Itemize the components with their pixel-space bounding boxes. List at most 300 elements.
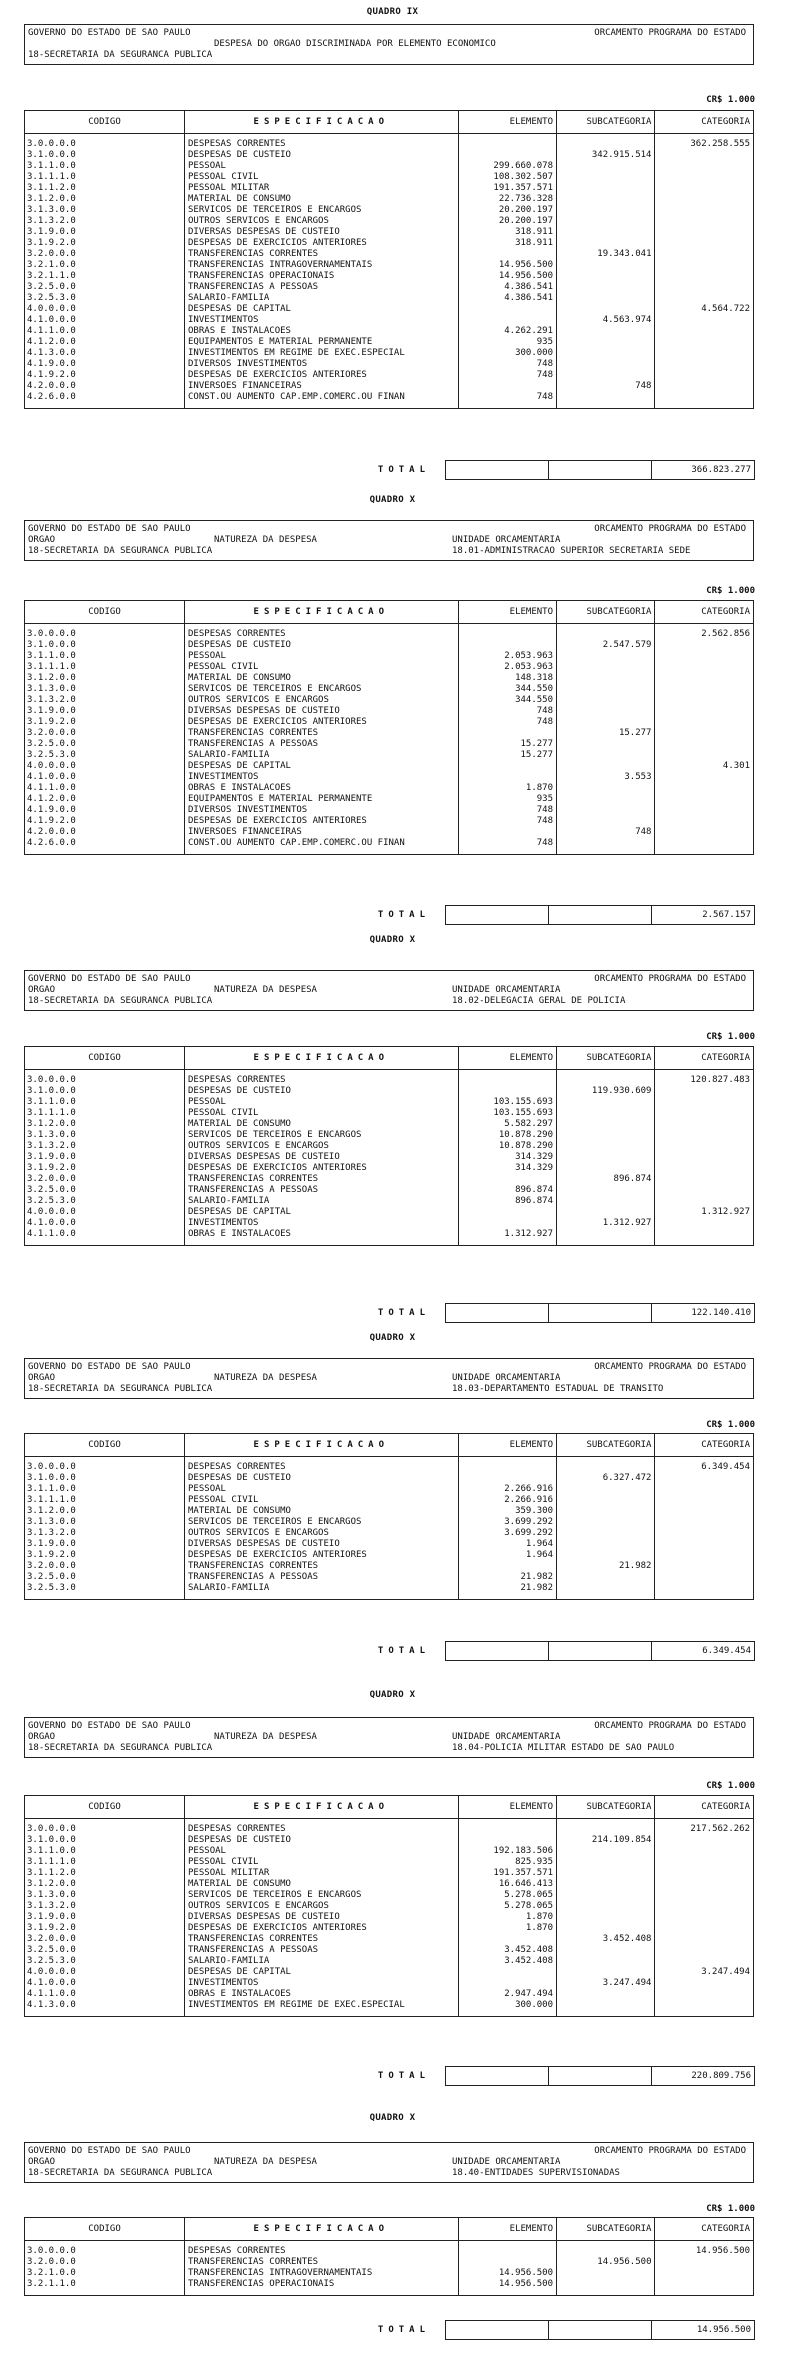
elemento-cell [458,1934,556,1945]
table-row [25,282,754,293]
subcategoria-cell [557,337,655,348]
categoria-cell [655,370,754,381]
total-categoria-cell: 6.349.454 [652,1642,755,1661]
codigo-cell: 3.2.5.0.0 [25,1185,185,1196]
codigo-cell: 3.1.9.0.0 [25,1912,185,1923]
especificacao-cell: DESPESAS DE CAPITAL [185,1967,459,1978]
codigo-cell: 3.1.3.2.0 [25,1528,185,1539]
especificacao-cell: TRANSFERENCIAS OPERACIONAIS [185,2279,459,2296]
total-table [445,1641,755,1661]
codigo-cell: 4.1.1.0.0 [25,1989,185,2000]
especificacao-cell: TRANSFERENCIAS CORRENTES [185,728,459,739]
codigo-cell: 3.1.3.0.0 [25,1517,185,1528]
column-header-categoria: CATEGORIA [655,2218,754,2241]
subcategoria-cell: 19.343.041 [557,249,655,260]
table-row [25,1923,754,1934]
subcategoria-cell: 342.915.514 [557,150,655,161]
elemento-cell: 103.155.693 [458,1097,556,1108]
total-table [445,905,755,925]
table-row [25,304,754,315]
especificacao-cell: SALARIO-FAMILIA [185,1583,459,1600]
column-header-subcategoria: SUBCATEGORIA [557,601,655,624]
subcategoria-cell [557,1819,655,1836]
especificacao-cell: SERVICOS DE TERCEIROS E ENCARGOS [185,1130,459,1141]
subcategoria-cell [557,662,655,673]
especificacao-cell: DESPESAS CORRENTES [185,134,459,151]
column-header-subcategoria: SUBCATEGORIA [557,111,655,134]
categoria-cell: 217.562.262 [655,1819,754,1836]
categoria-cell [655,706,754,717]
elemento-cell: 318.911 [458,227,556,238]
codigo-cell: 3.1.3.0.0 [25,205,185,216]
elemento-cell [458,728,556,739]
table-row [25,1196,754,1207]
elemento-cell: 748 [458,370,556,381]
total-elemento-cell [446,1642,549,1661]
elemento-cell: 1.312.927 [458,1229,556,1246]
total-elemento-cell [446,461,549,480]
subcategoria-cell [557,838,655,855]
categoria-cell [655,326,754,337]
especificacao-cell: PESSOAL CIVIL [185,1495,459,1506]
unidade-orcamentaria-label: UNIDADE ORCAMENTARIA [452,535,561,545]
table-row [25,1819,754,1836]
especificacao-cell: DESPESAS DE EXERCICIOS ANTERIORES [185,717,459,728]
elemento-cell [458,1978,556,1989]
subcategoria-cell: 14.956.500 [557,2257,655,2268]
especificacao-cell: OUTROS SERVICOS E ENCARGOS [185,216,459,227]
categoria-cell [655,684,754,695]
table-row [25,805,754,816]
government-name: GOVERNO DO ESTADO DE SAO PAULO [28,524,191,534]
subcategoria-cell [557,1846,655,1857]
codigo-cell: 3.1.3.2.0 [25,216,185,227]
report-header-box [24,1717,754,1758]
orgao-label: ORGAO [28,1732,56,1742]
codigo-cell: 3.1.3.0.0 [25,684,185,695]
subcategoria-cell [557,1119,655,1130]
categoria-cell [655,1989,754,2000]
table-row [25,1495,754,1506]
table-row [25,1550,754,1561]
elemento-cell: 21.982 [458,1572,556,1583]
unidade-orcamentaria-name: 18.40-ENTIDADES SUPERVISIONADAS [452,2168,620,2178]
table-header-row [25,601,754,624]
elemento-cell: 896.874 [458,1196,556,1207]
table-row [25,827,754,838]
categoria-cell [655,827,754,838]
table-row [25,326,754,337]
table-row [25,1879,754,1890]
subcategoria-cell [557,1495,655,1506]
table-row [25,293,754,304]
table-row [25,1857,754,1868]
codigo-cell: 3.0.0.0.0 [25,134,185,151]
especificacao-cell: DESPESAS CORRENTES [185,1070,459,1087]
especificacao-cell: OBRAS E INSTALACOES [185,1989,459,2000]
elemento-cell: 192.183.506 [458,1846,556,1857]
report-subtitle: DESPESA DO ORGAO DISCRIMINADA POR ELEMENTO ECONOMICO [214,39,496,49]
codigo-cell: 4.1.0.0.0 [25,315,185,326]
especificacao-cell: TRANSFERENCIAS CORRENTES [185,2257,459,2268]
codigo-cell: 3.2.5.3.0 [25,1956,185,1967]
table-row [25,772,754,783]
especificacao-cell: MATERIAL DE CONSUMO [185,194,459,205]
especificacao-cell: PESSOAL [185,651,459,662]
currency-unit: CR$ 1.000 [706,1781,755,1791]
especificacao-cell: PESSOAL MILITAR [185,1868,459,1879]
codigo-cell: 3.1.1.0.0 [25,161,185,172]
expense-table [24,600,754,855]
table-row [25,739,754,750]
elemento-cell: 4.386.541 [458,282,556,293]
categoria-cell [655,1086,754,1097]
especificacao-cell: OBRAS E INSTALACOES [185,326,459,337]
subcategoria-cell [557,1572,655,1583]
table-row [25,1108,754,1119]
codigo-cell: 3.1.2.0.0 [25,1506,185,1517]
codigo-cell: 3.2.0.0.0 [25,249,185,260]
elemento-cell: 748 [458,805,556,816]
table-row [25,1583,754,1600]
table-row [25,1539,754,1550]
codigo-cell: 3.1.3.2.0 [25,1141,185,1152]
categoria-cell [655,194,754,205]
budget-program-title: ORCAMENTO PROGRAMA DO ESTADO [594,974,746,984]
categoria-cell [655,238,754,249]
especificacao-cell: PESSOAL MILITAR [185,183,459,194]
table-row [25,1174,754,1185]
codigo-cell: 3.1.1.0.0 [25,1097,185,1108]
expense-table [24,1795,754,2017]
elemento-cell: 314.329 [458,1163,556,1174]
elemento-cell [458,1070,556,1087]
elemento-cell: 748 [458,706,556,717]
especificacao-cell: DESPESAS DE EXERCICIOS ANTERIORES [185,1550,459,1561]
subcategoria-cell [557,1967,655,1978]
codigo-cell: 3.1.1.0.0 [25,1484,185,1495]
categoria-cell [655,359,754,370]
subcategoria-cell [557,1506,655,1517]
elemento-cell: 191.357.571 [458,183,556,194]
especificacao-cell: INVESTIMENTOS EM REGIME DE EXEC.ESPECIAL [185,348,459,359]
elemento-cell: 10.878.290 [458,1130,556,1141]
categoria-cell [655,1506,754,1517]
total-table [445,460,755,480]
total-label: TOTAL [377,1308,430,1318]
categoria-cell: 14.956.500 [655,2241,754,2258]
elemento-cell [458,381,556,392]
categoria-cell [655,1879,754,1890]
unidade-orcamentaria-label: UNIDADE ORCAMENTARIA [452,985,561,995]
total-label: TOTAL [377,910,430,920]
elemento-cell [458,1218,556,1229]
table-row [25,783,754,794]
table-row [25,717,754,728]
categoria-cell [655,805,754,816]
table-row [25,1846,754,1857]
categoria-cell [655,640,754,651]
categoria-cell [655,695,754,706]
especificacao-cell: DESPESAS DE CAPITAL [185,304,459,315]
elemento-cell [458,1174,556,1185]
codigo-cell: 3.1.3.0.0 [25,1890,185,1901]
especificacao-cell: SERVICOS DE TERCEIROS E ENCARGOS [185,684,459,695]
categoria-cell [655,172,754,183]
codigo-cell: 4.2.0.0.0 [25,827,185,838]
table-row [25,750,754,761]
elemento-cell [458,1457,556,1474]
subcategoria-cell [557,326,655,337]
especificacao-cell: DESPESAS DE EXERCICIOS ANTERIORES [185,1923,459,1934]
categoria-cell [655,1561,754,1572]
subcategoria-cell [557,805,655,816]
elemento-cell: 5.278.065 [458,1890,556,1901]
elemento-cell [458,772,556,783]
expense-table [24,1046,754,1246]
subcategoria-cell [557,794,655,805]
categoria-cell [655,1846,754,1857]
table-row [25,392,754,409]
subcategoria-cell [557,293,655,304]
elemento-cell: 2.266.916 [458,1484,556,1495]
especificacao-cell: TRANSFERENCIAS CORRENTES [185,249,459,260]
table-row [25,728,754,739]
budget-program-title: ORCAMENTO PROGRAMA DO ESTADO [594,1721,746,1731]
codigo-cell: 3.1.1.1.0 [25,662,185,673]
especificacao-cell: OUTROS SERVICOS E ENCARGOS [185,1528,459,1539]
codigo-cell: 3.2.5.3.0 [25,1583,185,1600]
currency-unit: CR$ 1.000 [706,95,755,105]
especificacao-cell: SALARIO-FAMILIA [185,1196,459,1207]
table-row [25,2279,754,2296]
elemento-cell: 21.982 [458,1583,556,1600]
elemento-cell: 344.550 [458,695,556,706]
column-header-codigo: CODIGO [25,1434,185,1457]
column-header-elemento: ELEMENTO [458,2218,556,2241]
table-row [25,1097,754,1108]
especificacao-cell: DESPESAS DE CUSTEIO [185,1086,459,1097]
column-header-codigo: CODIGO [25,111,185,134]
table-row [25,1473,754,1484]
unidade-orcamentaria-label: UNIDADE ORCAMENTARIA [452,1732,561,1742]
subcategoria-cell [557,2279,655,2296]
categoria-cell [655,1141,754,1152]
total-subcategoria-cell [549,2321,652,2340]
subcategoria-cell: 4.563.974 [557,315,655,326]
table-row [25,1561,754,1572]
report-subtitle: NATUREZA DA DESPESA [214,985,317,995]
especificacao-cell: MATERIAL DE CONSUMO [185,1506,459,1517]
table-row [25,238,754,249]
subcategoria-cell [557,238,655,249]
subcategoria-cell [557,1890,655,1901]
report-subtitle: NATUREZA DA DESPESA [214,1732,317,1742]
expense-table [24,110,754,409]
elemento-cell [458,2257,556,2268]
elemento-cell [458,1086,556,1097]
codigo-cell: 4.1.2.0.0 [25,794,185,805]
table-row [25,161,754,172]
codigo-cell: 4.0.0.0.0 [25,304,185,315]
subcategoria-cell [557,750,655,761]
especificacao-cell: DIVERSAS DESPESAS DE CUSTEIO [185,1152,459,1163]
elemento-cell: 1.964 [458,1550,556,1561]
column-header-categoria: CATEGORIA [655,1434,754,1457]
total-elemento-cell [446,1304,549,1323]
table-row [25,1185,754,1196]
unidade-orcamentaria-label: UNIDADE ORCAMENTARIA [452,1373,561,1383]
categoria-cell [655,794,754,805]
elemento-cell [458,1207,556,1218]
orgao-name: 18-SECRETARIA DA SEGURANCA PUBLICA [28,1384,213,1394]
total-subcategoria-cell [549,461,652,480]
table-row [25,1528,754,1539]
categoria-cell [655,1218,754,1229]
table-row [25,315,754,326]
especificacao-cell: PESSOAL [185,1846,459,1857]
categoria-cell [655,2279,754,2296]
subcategoria-cell [557,717,655,728]
especificacao-cell: EQUIPAMENTOS E MATERIAL PERMANENTE [185,337,459,348]
especificacao-cell: DESPESAS DE EXERCICIOS ANTERIORES [185,238,459,249]
categoria-cell [655,739,754,750]
codigo-cell: 3.0.0.0.0 [25,624,185,641]
table-row [25,381,754,392]
total-elemento-cell [446,2067,549,2086]
orgao-name: 18-SECRETARIA DA SEGURANCA PUBLICA [28,2168,213,2178]
especificacao-cell: SERVICOS DE TERCEIROS E ENCARGOS [185,1890,459,1901]
codigo-cell: 4.2.6.0.0 [25,838,185,855]
orgao-label: ORGAO [28,1373,56,1383]
especificacao-cell: INVESTIMENTOS EM REGIME DE EXEC.ESPECIAL [185,2000,459,2017]
elemento-cell [458,315,556,326]
codigo-cell: 3.2.0.0.0 [25,1174,185,1185]
categoria-cell [655,227,754,238]
categoria-cell [655,651,754,662]
subcategoria-cell [557,1945,655,1956]
codigo-cell: 3.2.5.3.0 [25,293,185,304]
subcategoria-cell [557,216,655,227]
government-name: GOVERNO DO ESTADO DE SAO PAULO [28,1362,191,1372]
table-row [25,1119,754,1130]
categoria-cell [655,1174,754,1185]
subcategoria-cell [557,1152,655,1163]
codigo-cell: 3.1.3.2.0 [25,1901,185,1912]
codigo-cell: 3.2.0.0.0 [25,1561,185,1572]
elemento-cell: 2.053.963 [458,651,556,662]
subcategoria-cell [557,1207,655,1218]
subcategoria-cell [557,684,655,695]
subcategoria-cell [557,370,655,381]
codigo-cell: 3.1.1.1.0 [25,172,185,183]
table-header-row [25,1047,754,1070]
orgao-name: 18-SECRETARIA DA SEGURANCA PUBLICA [28,1743,213,1753]
orgao-label: ORGAO [28,535,56,545]
codigo-cell: 3.0.0.0.0 [25,1070,185,1087]
subcategoria-cell [557,1141,655,1152]
column-header-codigo: CODIGO [25,1796,185,1819]
total-table [445,2320,755,2340]
categoria-cell [655,1495,754,1506]
column-header-elemento: ELEMENTO [458,601,556,624]
unidade-orcamentaria-name: 18.03-DEPARTAMENTO ESTADUAL DE TRANSITO [452,1384,664,1394]
subcategoria-cell [557,739,655,750]
government-name: GOVERNO DO ESTADO DE SAO PAULO [28,1721,191,1731]
elemento-cell [458,1561,556,1572]
table-row [25,706,754,717]
column-header-especificacao: ESPECIFICACAO [185,111,459,134]
elemento-cell: 14.956.500 [458,260,556,271]
codigo-cell: 3.1.1.2.0 [25,183,185,194]
especificacao-cell: TRANSFERENCIAS INTRAGOVERNAMENTAIS [185,2268,459,2279]
especificacao-cell: SALARIO-FAMILIA [185,293,459,304]
especificacao-cell: DIVERSAS DESPESAS DE CUSTEIO [185,227,459,238]
expense-table [24,2217,754,2296]
elemento-cell: 1.964 [458,1539,556,1550]
subcategoria-cell [557,1539,655,1550]
table-header-row [25,111,754,134]
elemento-cell: 359.300 [458,1506,556,1517]
table-row [25,624,754,641]
subcategoria-cell [557,183,655,194]
categoria-cell [655,260,754,271]
subcategoria-cell [557,695,655,706]
codigo-cell: 3.2.1.0.0 [25,2268,185,2279]
categoria-cell [655,717,754,728]
elemento-cell: 318.911 [458,238,556,249]
quadro-title: QUADRO X [369,495,416,505]
codigo-cell: 4.1.9.0.0 [25,805,185,816]
table-row [25,359,754,370]
table-row [25,1572,754,1583]
especificacao-cell: PESSOAL [185,161,459,172]
codigo-cell: 3.1.1.2.0 [25,1868,185,1879]
elemento-cell: 748 [458,717,556,728]
elemento-cell: 4.262.291 [458,326,556,337]
subcategoria-cell [557,1196,655,1207]
table-row [25,1163,754,1174]
categoria-cell [655,1890,754,1901]
codigo-cell: 3.1.2.0.0 [25,673,185,684]
especificacao-cell: SERVICOS DE TERCEIROS E ENCARGOS [185,205,459,216]
table-row [25,1218,754,1229]
total-subcategoria-cell [549,1642,652,1661]
codigo-cell: 3.1.3.0.0 [25,1130,185,1141]
categoria-cell [655,1583,754,1600]
categoria-cell [655,1539,754,1550]
table-row [25,1868,754,1879]
categoria-cell [655,1572,754,1583]
table-row [25,1517,754,1528]
especificacao-cell: CONST.OU AUMENTO CAP.EMP.COMERC.OU FINAN [185,838,459,855]
categoria-cell [655,662,754,673]
subcategoria-cell: 119.930.609 [557,1086,655,1097]
currency-unit: CR$ 1.000 [706,2204,755,2214]
categoria-cell [655,728,754,739]
elemento-cell: 148.318 [458,673,556,684]
subcategoria-cell: 896.874 [557,1174,655,1185]
codigo-cell: 3.2.5.0.0 [25,282,185,293]
especificacao-cell: DESPESAS CORRENTES [185,1819,459,1836]
categoria-cell [655,1945,754,1956]
column-header-categoria: CATEGORIA [655,1796,754,1819]
elemento-cell: 896.874 [458,1185,556,1196]
elemento-cell: 299.660.078 [458,161,556,172]
especificacao-cell: OBRAS E INSTALACOES [185,783,459,794]
column-header-subcategoria: SUBCATEGORIA [557,2218,655,2241]
elemento-cell: 14.956.500 [458,2279,556,2296]
